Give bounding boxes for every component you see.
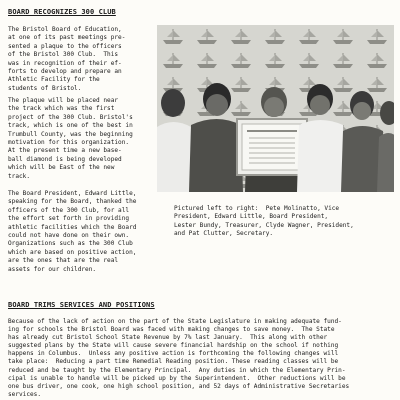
headline-trims-services: BOARD TRIMS SERVICES AND POSITIONS [8,301,155,309]
headline-300-club: BOARD RECOGNIZES 300 CLUB [8,8,116,16]
group-photo [157,25,394,192]
group-photo-image [157,25,394,192]
photo-caption: Pictured left to right: Pete Molinatto, Vice President, Edward Little, Board President, Lester Bundy, Treasurer, Clyde Wagner, President, and Pat Clutter, Secretary. [174,205,354,238]
article-paragraph-2: The plaque will be placed near the track which was the first project of the 300 Club. Bristol's track, which is one of the best in Trumbull County, was the beginning motivation for this organization. At the present time a new base- ball diamond is being developed which will be East of the new track. [8,97,133,180]
article-body-services: Because of the lack of action on the part of the State Legislature in making adequate fund- ing for schools the Bristol Board was faced with making changes to save money. The State has already cut Bristol School State Revenue by 7% last January. This along with other suggested plans by the State will cause severe financial hardship on the school if nothing happens in Columbus. Unless any positive action is forthcoming the following changes will take place: Reducing a part time Remedial Reading position. These reading classes will be reduced and be taught by the Elementary Principal. Any duties in which the Elementary Prin- cipal is unable to handle will be picked up by the Superintendent. Other reductions will be one bus driver, one cook, one high school position, and 52 days of Administrative Secretaries services. [8,318,350,398]
article-paragraph-1: The Bristol Board of Education, at one of its past meetings pre- sented a plaque to the officers of the Bristol 300 Club. This was in recognition of their ef- forts to develop and prepare an Athletic Facility for the students of Bristol. [8,26,126,92]
article-paragraph-3: The Board President, Edward Little, speaking for the Board, thanked the officers of the 300 Club, for all the effort set forth in providing athletic facilities which the Board could not have done on their own. Organizations such as the 300 Club which are based on positive action, are the ones that are the real assets for our children. [8,190,137,273]
